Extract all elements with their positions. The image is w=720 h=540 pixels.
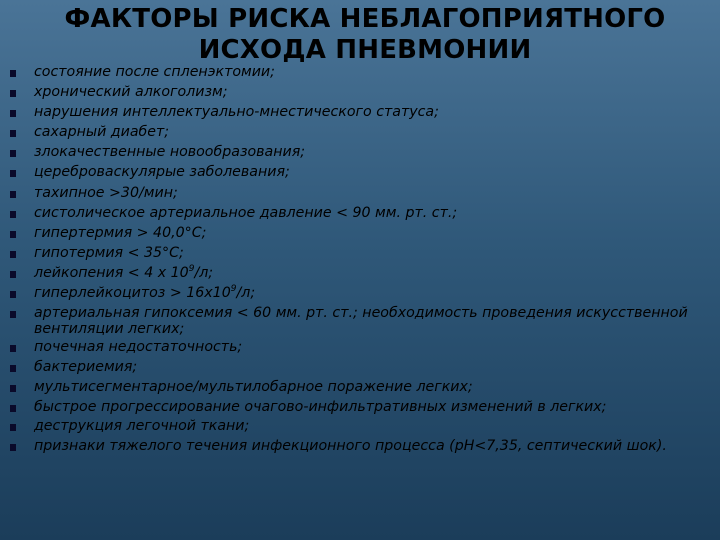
list-item: гипотермия < 35°С; (0, 246, 720, 261)
exponent: 9 (230, 284, 237, 295)
list-item: состояние после спленэктомии; (0, 65, 720, 80)
list-item: тахипное >30/мин; (0, 186, 720, 201)
square-bullet-icon (10, 130, 16, 137)
list-item: сахарный диабет; (0, 125, 720, 140)
slide-title (40, 4, 690, 66)
square-bullet-icon (10, 90, 16, 97)
list-item: нарушения интеллектуально-мнестического статуса; (0, 105, 720, 120)
square-bullet-icon (10, 444, 16, 451)
list-item: злокачественные новообразования; (0, 145, 720, 160)
square-bullet-icon (10, 405, 16, 412)
list-item: почечная недостаточность; (0, 340, 720, 355)
square-bullet-icon (10, 311, 16, 318)
square-bullet-icon (10, 251, 16, 258)
square-bullet-icon (10, 291, 16, 298)
list-item: хронический алкоголизм; (0, 85, 720, 100)
list-item: быстрое прогрессирование очагово-инфильтративных изменений в легких; (0, 400, 720, 415)
square-bullet-icon (10, 150, 16, 157)
square-bullet-icon (10, 271, 16, 278)
square-bullet-icon (10, 70, 16, 77)
list-item: бактериемия; (0, 360, 720, 375)
square-bullet-icon (10, 385, 16, 392)
exponent: 9 (188, 263, 195, 274)
square-bullet-icon (10, 170, 16, 177)
list-item: артериальная гипоксемия < 60 мм. рт. ст.; необходимость проведения искусственной вентиляции легких; (0, 306, 720, 337)
square-bullet-icon (10, 231, 16, 238)
title-line-2: ИСХОДА ПНЕВМОНИИ (198, 35, 532, 65)
square-bullet-icon (10, 365, 16, 372)
list-item: мультисегментарное/мультилобарное поражение легких; (0, 380, 720, 395)
list-item: систолическое артериальное давление < 90 мм. рт. ст.; (0, 206, 720, 221)
square-bullet-icon (10, 424, 16, 431)
risk-factor-list (0, 65, 720, 457)
list-item: признаки тяжелого течения инфекционного процесса (рН<7,35, септический шок). (0, 439, 720, 454)
list-item: лейкопения < 4 х $10^9/л$; (0, 266, 720, 281)
list-item: цереброваскулярые заболевания; (0, 165, 720, 180)
square-bullet-icon (10, 345, 16, 352)
square-bullet-icon (10, 110, 16, 117)
list-item: гипертермия > 40,0°С; (0, 226, 720, 241)
square-bullet-icon (10, 191, 16, 198)
list-item: деструкция легочной ткани; (0, 419, 720, 434)
title-line-1: ФАКТОРЫ РИСКА НЕБЛАГОПРИЯТНОГО (64, 4, 666, 34)
square-bullet-icon (10, 211, 16, 218)
list-item: гиперлейкоцитоз > $16х10^9/л$; (0, 286, 720, 301)
